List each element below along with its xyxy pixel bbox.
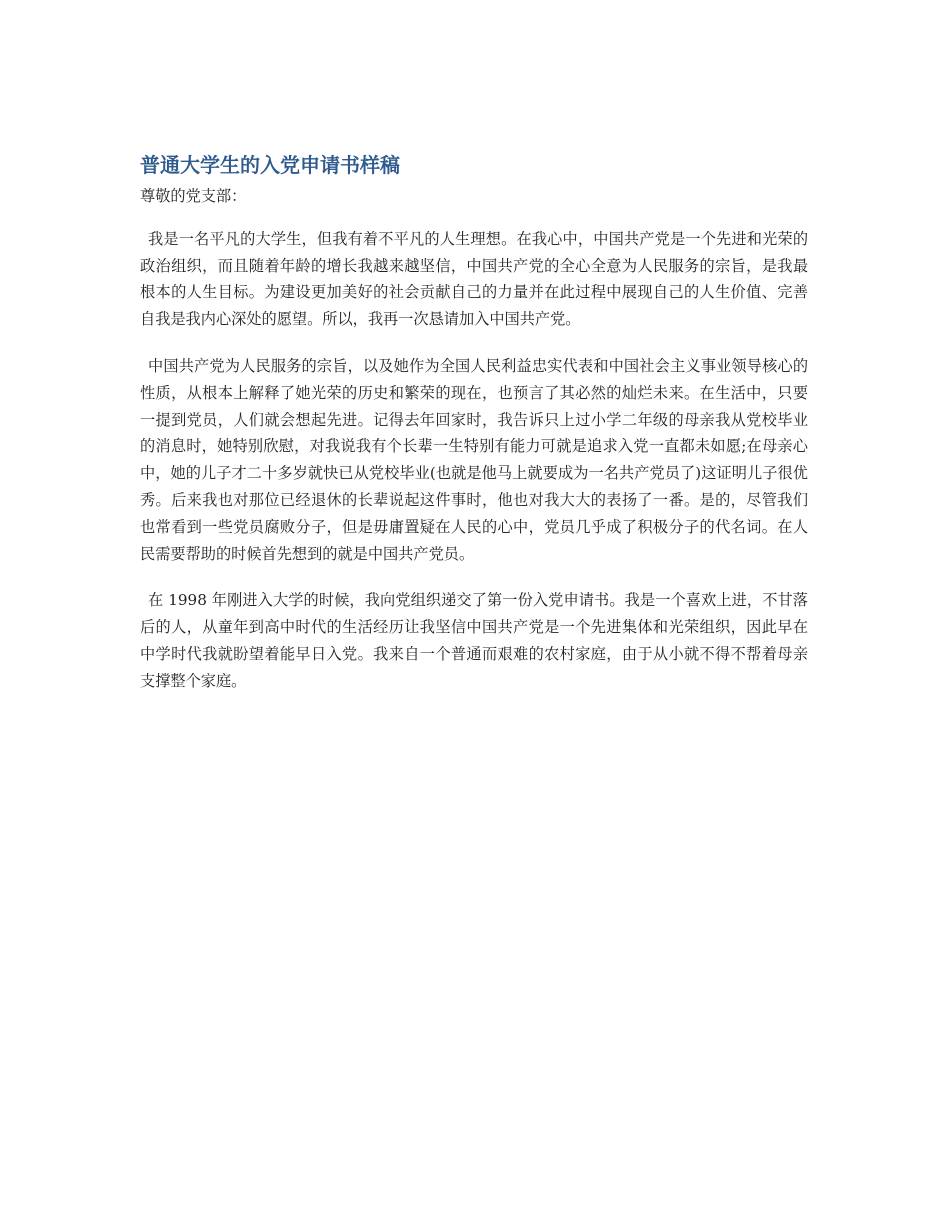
salutation: 尊敬的党支部： — [140, 187, 247, 205]
paragraph-3: 在 1998 年刚进入大学的时候，我向党组织递交了第一份入党申请书。我是一个喜欢上进，不甘落后的人，从童年到高中时代的生活经历让我坚信中国共产党是一个先进集体和光荣组织，因此早在中学时代我就盼望着能早日入党。我来自一个普通而艰难的农村家庭，由于从小就不得不帮着母亲支撑整个家庭。 — [140, 591, 808, 690]
document-title: 普通大学生的入党申请书样稿 — [140, 153, 400, 177]
paragraph-2: 中国共产党为人民服务的宗旨，以及她作为全国人民利益忠实代表和中国社会主义事业领导核心的性质，从根本上解释了她光荣的历史和繁荣的现在，也预言了其必然的灿烂未来。在生活中，只要一提到党员，人们就会想起先进。记得去年回家时，我告诉只上过小学二年级的母亲我从党校毕业的消息时，她特别欣慰，对我说我有个长辈一生特别有能力可就是追求入党一直都未如愿;在母亲心中，她的儿子才二十多岁就快已从党校毕业(也就是他马上就要成为一名共产党员了)这证明儿子很优秀。后来我也对那位已经退休的长辈说起这件事时，他也对我大大的表扬了一番。是的，尽管我们也常看到一些党员腐败分子，但是毋庸置疑在人民的心中，党员几乎成了积极分子的代名词。在人民需要帮助的时候首先想到的就是中国共产党员。 — [140, 356, 808, 563]
paragraph-1: 我是一名平凡的大学生，但我有着不平凡的人生理想。在我心中，中国共产党是一个先进和光荣的政治组织，而且随着年龄的增长我越来越坚信，中国共产党的全心全意为人民服务的宗旨，是我最根本的人生目标。为建设更加美好的社会贡献自己的力量并在此过程中展现自己的人生价值、完善自我是我内心深处的愿望。所以，我再一次恳请加入中国共产党。 — [140, 229, 808, 329]
document-body — [140, 150, 808, 695]
